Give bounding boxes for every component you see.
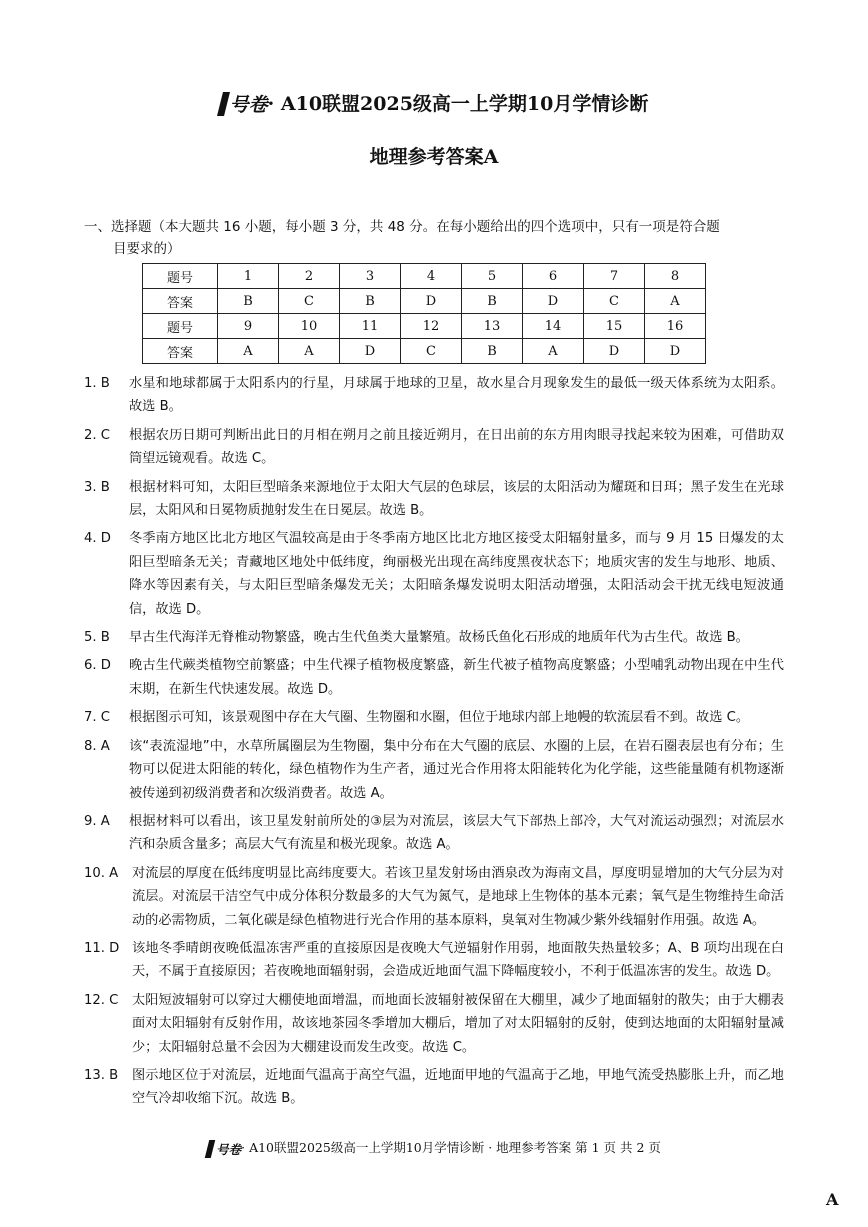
brand-logo-text: 号卷 (229, 94, 268, 116)
row-label: 题号 (143, 314, 218, 339)
item-text: 根据图示可知，该景观图中存在大气圈、生物圈和水圈，但位于地球内部上地幔的软流层看不到。故选 C。 (129, 710, 750, 726)
section-heading-line1: 一、选择题（本大题共 16 小题，每小题 3 分，共 48 分。在每小题给出的四个选项中，只有一项是符合题 (84, 219, 720, 235)
answer-table (142, 263, 706, 364)
brand-mark-icon (217, 92, 230, 116)
answer-cell: A (218, 339, 279, 364)
explanation-item (84, 424, 784, 471)
answer-cell: D (523, 289, 584, 314)
answer-cell: B (462, 289, 523, 314)
explanation-item (84, 654, 784, 701)
item-text: 根据农历日期可判断出此日的月相在朔月之前且接近朔月，在日出前的东方用肉眼寻找起来较为困难，可借助双筒望远镜观看。故选 C。 (129, 427, 784, 467)
question-number-row (143, 314, 706, 339)
item-text: 图示地区位于对流层，近地面气温高于高空气温，近地面甲地的气温高于乙地，甲地气流受热膨胀上升，而乙地空气冷却收缩下沉。故选 B。 (132, 1067, 784, 1107)
answer-cell: D (584, 339, 645, 364)
question-number-cell: 10 (279, 314, 340, 339)
footer-brand-mark-icon (205, 1140, 215, 1158)
item-number: 6. D (84, 658, 111, 674)
question-number-cell: 14 (523, 314, 584, 339)
answer-row (143, 289, 706, 314)
item-number: 7. C (84, 710, 110, 726)
explanation-item (84, 862, 784, 932)
item-text: 水星和地球都属于太阳系内的行星，月球属于地球的卫星，故水星合月现象发生的最低一级天体系统为太阳系。故选 B。 (129, 376, 784, 415)
item-number: 5. B (84, 630, 110, 646)
item-text: 早古生代海洋无脊椎动物繁盛，晚古生代鱼类大量繁殖。故杨氏鱼化石形成的地质年代为古生代。故选 B。 (129, 630, 749, 646)
item-number: 8. A (84, 738, 110, 754)
question-number-cell: 2 (279, 264, 340, 289)
question-number-cell: 1 (218, 264, 279, 289)
question-number-cell: 5 (462, 264, 523, 289)
explanation-item (84, 372, 784, 419)
explanation-item (84, 1064, 784, 1111)
corner-mark: A (826, 1190, 839, 1209)
item-text: 冬季南方地区比北方地区气温较高是由于冬季南方地区比北方地区接受太阳辐射量多，而与 9 月 15 日爆发的太阳巨型暗条无关；青藏地区地处中低纬度，绚丽极光出现在高纬度黑夜状态下；地质灾害的发生与地形、地质、降水等因素有关，与太阳巨型暗条爆发无关；太阳暗条爆发说明太阳活动增强，太阳活动会干扰无线电短波通信，故选 D。 (129, 531, 784, 617)
answer-cell: D (340, 339, 401, 364)
question-number-cell: 13 (462, 314, 523, 339)
section-heading (84, 216, 784, 260)
answer-cell: D (645, 339, 706, 364)
answer-cell: D (401, 289, 462, 314)
item-number: 1. B (84, 376, 110, 391)
answer-cell: A (279, 339, 340, 364)
document-title: · A10联盟2025级高一上学期10月学情诊断 (267, 93, 649, 115)
item-number: 10. A (84, 865, 119, 881)
item-text: 对流层的厚度在低纬度明显比高纬度要大。若该卫星发射场由酒泉改为海南文昌，厚度明显增加的大气分层为对流层。对流层干洁空气中成分体积分数最多的大气为氮气，是地球上生物体的基本元素；氧气是生物维持生命活动的必需物质，二氧化碳是绿色植物进行光合作用的基本原料，臭氧对生物减少紫外线辐射作用强。故选 A。 (132, 865, 784, 928)
question-number-cell: 11 (340, 314, 401, 339)
question-number-cell: 7 (584, 264, 645, 289)
item-text: 该地冬季晴朗夜晚低温冻害严重的直接原因是夜晚大气逆辐射作用弱，地面散失热量较多；A、B 项均出现在白天，不属于直接原因；若夜晚地面辐射弱，会造成近地面气温下降幅度较小，不利于低温冻害的发生。故选 D。 (132, 940, 784, 980)
question-number-cell: 16 (645, 314, 706, 339)
answer-row (143, 339, 706, 364)
question-number-cell: 15 (584, 314, 645, 339)
footer-logo (207, 1140, 241, 1158)
question-number-cell: 12 (401, 314, 462, 339)
question-number-cell: 6 (523, 264, 584, 289)
page-footer (0, 1138, 868, 1158)
document-subtitle: 地理参考答案A (369, 146, 499, 168)
item-text: 根据材料可以看出，该卫星发射前所处的③层为对流层，该层大气下部热上部冷，大气对流运动强烈；对流层水汽和杂质含量多；高层大气有流星和极光现象。故选 A。 (129, 813, 784, 853)
item-text: 根据材料可知，太阳巨型暗条来源地位于太阳大气层的色球层，该层的太阳活动为耀斑和日珥；黑子发生在光球层，太阳风和日冕物质抛射发生在日冕层。故选 B。 (129, 479, 784, 519)
answer-cell: B (340, 289, 401, 314)
question-number-cell: 3 (340, 264, 401, 289)
answer-cell: B (218, 289, 279, 314)
item-number: 12. C (84, 992, 119, 1008)
row-label: 答案 (143, 339, 218, 364)
item-number: 3. B (84, 479, 110, 495)
item-number: 9. A (84, 813, 110, 829)
row-label: 答案 (143, 289, 218, 314)
question-number-cell: 4 (401, 264, 462, 289)
item-text: 该“表流湿地”中，水草所属圈层为生物圈，集中分布在大气圈的底层、水圈的上层，在岩石圈表层也有分布；生物可以促进太阳能的转化，绿色植物作为生产者，通过光合作用将太阳能转化为化学能，这些能量随有机物逐渐被传递到初级消费者和次级消费者。故选 A。 (129, 738, 784, 801)
item-number: 2. C (84, 427, 110, 443)
section-heading-line2: 目要求的） (113, 241, 181, 257)
answer-explanations (84, 372, 784, 1116)
answer-cell: B (462, 339, 523, 364)
explanation-item (84, 810, 784, 857)
item-number: 11. D (84, 940, 120, 956)
brand-logo (220, 91, 268, 119)
explanation-item (84, 706, 784, 729)
footer-logo-text: 号卷 (216, 1141, 242, 1157)
question-number-row (143, 264, 706, 289)
document-header (0, 90, 868, 119)
item-text: 太阳短波辐射可以穿过大棚使地面增温，而地面长波辐射被保留在大棚里，减少了地面辐射的散失；由于大棚表面对太阳辐射有反射作用，故该地茶园冬季增加大棚后，增加了对太阳辐射的反射，使到达地面的太阳辐射量减少；太阳辐射总量不会因为大棚建设而发生改变。故选 C。 (132, 992, 784, 1055)
explanation-item (84, 989, 784, 1059)
answer-cell: A (645, 289, 706, 314)
row-label: 题号 (143, 264, 218, 289)
explanation-item (84, 476, 784, 523)
item-number: 4. D (84, 531, 111, 547)
item-text: 晚古生代蕨类植物空前繁盛；中生代裸子植物极度繁盛，新生代被子植物高度繁盛；小型哺乳动物出现在中生代末期，在新生代快速发展。故选 D。 (129, 658, 784, 697)
answer-cell: C (279, 289, 340, 314)
question-number-cell: 9 (218, 314, 279, 339)
explanation-item (84, 527, 784, 621)
answer-cell: C (584, 289, 645, 314)
footer-text: · A10联盟2025级高一上学期10月学情诊断 · 地理参考答案 第 1 页 共 2 页 (241, 1140, 661, 1155)
explanation-item (84, 937, 784, 984)
question-number-cell: 8 (645, 264, 706, 289)
answer-cell: A (523, 339, 584, 364)
explanation-item (84, 626, 784, 649)
item-number: 13. B (84, 1067, 119, 1083)
answer-cell: C (401, 339, 462, 364)
explanation-item (84, 735, 784, 805)
